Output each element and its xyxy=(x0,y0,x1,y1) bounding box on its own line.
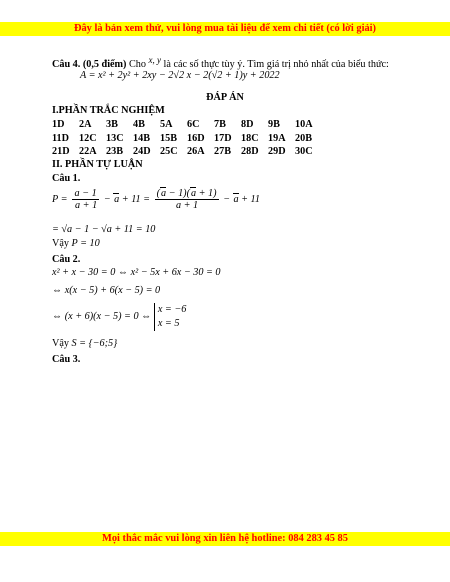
header-banner: Đây là bản xem thử, vui lòng mua tài liệu để xem chi tiết (có lời giải) xyxy=(0,22,450,36)
cau1-conclusion xyxy=(52,238,100,250)
answer-cell: 20B xyxy=(295,132,312,144)
answer-cell: 12C xyxy=(79,132,97,144)
answer-row xyxy=(52,118,322,132)
answer-cell: 21D xyxy=(52,146,70,158)
answer-row xyxy=(52,145,322,159)
answer-cell: 13C xyxy=(106,132,124,144)
footer-banner: Mọi thắc mắc vui lòng xin liên hệ hotline: 084 283 45 85 xyxy=(0,532,450,546)
answer-grid xyxy=(52,118,322,159)
cau2-conclusion-word: Vậy xyxy=(52,338,69,349)
question-text: là các số thực tùy ý. Tìm giá trị nhỏ nhất của biểu thức: xyxy=(163,59,389,70)
answer-cell: 23B xyxy=(106,146,123,158)
cau2-cases xyxy=(154,303,186,331)
answer-row xyxy=(52,132,322,146)
answer-cell: 25C xyxy=(160,146,178,158)
section1-title: I.PHẦN TRẮC NGHIỆM xyxy=(52,105,165,116)
cau2-conclusion xyxy=(52,338,117,350)
cau2-case1: x = −6 xyxy=(157,303,187,315)
answer-title: ĐÁP ÁN xyxy=(206,92,244,103)
answer-cell: 17D xyxy=(214,132,232,144)
answer-cell: 11D xyxy=(52,132,69,144)
answer-cell: 24D xyxy=(133,146,151,158)
answer-cell: 22A xyxy=(79,146,97,158)
question-4 xyxy=(52,54,389,71)
answer-cell: 19A xyxy=(268,132,286,144)
answer-cell: 1D xyxy=(52,119,65,130)
answer-cell: 2A xyxy=(79,119,92,130)
answer-cell: 4B xyxy=(133,119,145,130)
cau2-conclusion-value: S = {−6;5} xyxy=(71,338,118,349)
answer-cell: 10A xyxy=(295,119,313,130)
cau1-label: Câu 1. xyxy=(52,173,81,184)
section2-title: II. PHẦN TỰ LUẬN xyxy=(52,159,143,170)
answer-cell: 6C xyxy=(187,119,200,130)
question-intro: Cho xyxy=(128,59,146,70)
answer-cell: 30C xyxy=(295,146,313,158)
answer-cell: 29D xyxy=(268,146,286,158)
answer-cell: 5A xyxy=(160,119,173,130)
answer-cell: 15B xyxy=(160,132,177,144)
answer-cell: 7B xyxy=(214,119,226,130)
question-label: Câu 4. (0,5 điểm) xyxy=(52,59,127,70)
cau1-formula: P = $\frac{a - 1}{a + 1}$ − a + 11 = $\frac{(a - 1)(a + 1)}{a + 1}$ − a + 11 xyxy=(52,188,260,212)
answer-cell: 14B xyxy=(133,132,150,144)
answer-cell: 26A xyxy=(187,146,205,158)
cau2-line1: x² + x − 30 = 0 ⇔ x² − 5x + 6x − 30 = 0 xyxy=(52,267,221,278)
cau2-line3-text: ⇔ (x + 6)(x − 5) = 0 ⇔ xyxy=(52,311,152,322)
cau2-label: Câu 2. xyxy=(52,254,81,265)
question-vars: x, y xyxy=(148,55,161,65)
cau1-line2: = √a − 1 − √a + 11 = 10 xyxy=(52,224,156,235)
answer-cell: 3B xyxy=(106,119,118,130)
answer-cell: 27B xyxy=(214,146,231,158)
answer-cell: 28D xyxy=(241,146,259,158)
cau3-label: Câu 3. xyxy=(52,354,81,365)
answer-cell: 9B xyxy=(268,119,280,130)
question-expression: A = x² + 2y² + 2xy − 2√2 x − 2(√2 + 1)y + 2022 xyxy=(80,70,280,81)
cau2-case2: x = 5 xyxy=(157,317,180,329)
cau2-line2: ⇔ x(x − 5) + 6(x − 5) = 0 xyxy=(52,285,161,296)
cau2-line3 xyxy=(52,302,186,332)
answer-cell: 18C xyxy=(241,132,259,144)
cau1-conclusion-word: Vậy xyxy=(52,238,69,249)
cau1-conclusion-value: P = 10 xyxy=(71,238,100,249)
answer-cell: 8D xyxy=(241,119,254,130)
answer-cell: 16D xyxy=(187,132,205,144)
